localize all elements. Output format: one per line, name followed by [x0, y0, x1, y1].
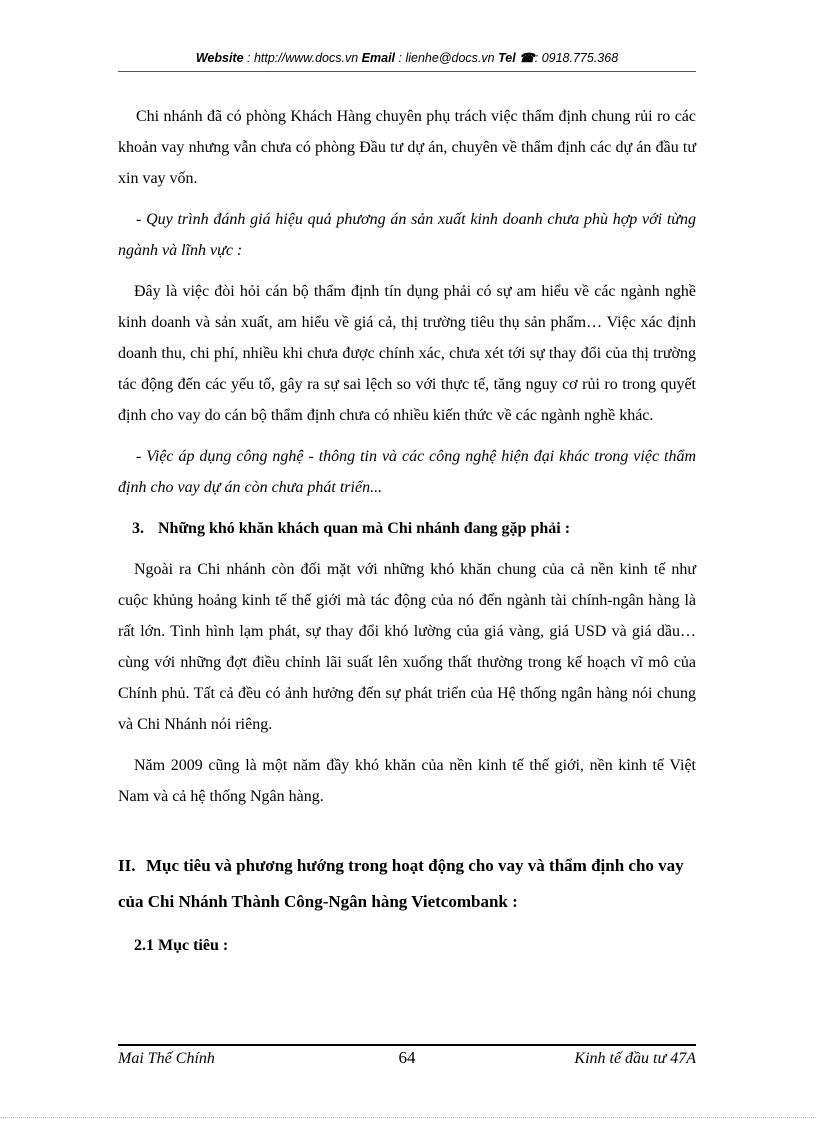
page-header — [118, 50, 696, 65]
footer-rule — [118, 1044, 696, 1046]
heading-objective-difficulties — [118, 513, 696, 544]
website-label: Website — [195, 51, 244, 65]
heading-number: 3. — [132, 520, 144, 537]
page-edge — [0, 1117, 816, 1118]
telephone-icon: ☎ — [519, 51, 535, 65]
website-link[interactable]: : http://www.docs.vn — [247, 51, 359, 65]
italic-point-evaluation: - Quy trình đánh giá hiệu quả phương án sản xuất kinh doanh chưa phù hợp với từng ngành và lĩnh vực : — [118, 211, 696, 259]
section-heading — [118, 848, 696, 920]
section-number: II. — [118, 856, 136, 875]
tel-value: : 0918.775.368 — [534, 51, 619, 65]
email-link[interactable]: : lienhe@docs.vn — [398, 51, 495, 65]
footer-course: Kinh tế đầu tư 47A — [574, 1050, 696, 1067]
subsection-heading: 2.1 Mục tiêu : — [134, 937, 229, 954]
paragraph-economic-crisis: Ngoài ra Chi nhánh còn đối mặt với những khó khăn chung của cả nền kinh tế như cuộc khủng hoảng kinh tế thế giới mà tác động của nó đến ngành tài chính-ngân hàng là rất lớn. Tình hình lạm phát, sự thay đổi khó lường của giá vàng, giá USD và giá dầu…cùng với những đợt điều chỉnh lãi suất lên xuống thất thường trong kế hoạch vĩ mô của Chính phủ. Tất cả đều có ảnh hưởng đến sự phát triển của Hệ thống ngân hàng nói chung và Chi Nhánh nói riêng. — [118, 561, 696, 733]
heading-text: Những khó khăn khách quan mà Chi nhánh đang gặp phải : — [158, 520, 571, 537]
footer-author: Mai Thế Chính — [118, 1050, 215, 1067]
italic-point-technology: - Việc áp dụng công nghệ - thông tin và các công nghệ hiện đại khác trong việc thẩm định cho vay dự án còn chưa phát triển... — [118, 448, 696, 496]
paragraph-year-2009: Năm 2009 cũng là một năm đầy khó khăn của nền kinh tế thế giới, nền kinh tế Việt Nam và cả hệ thống Ngân hàng. — [118, 757, 696, 805]
section-title: Mục tiêu và phương hướng trong hoạt động cho vay và thẩm định cho vay của Chi Nhánh Thành Công-Ngân hàng Vietcombank : — [118, 856, 684, 911]
page-number: 64 — [398, 1048, 416, 1067]
header-rule — [118, 71, 696, 72]
paragraph-department: Chi nhánh đã có phòng Khách Hàng chuyên phụ trách việc thẩm định chung rủi ro các khoản vay nhưng vẫn chưa có phòng Đầu tư dự án, chuyên về thẩm định các dự án đầu tư xin vay vốn. — [118, 108, 696, 187]
email-label: Email — [361, 51, 396, 65]
page-footer — [118, 1050, 696, 1074]
page-content — [118, 101, 696, 961]
tel-label: Tel — [498, 51, 516, 65]
paragraph-appraisal-knowledge: Đây là việc đòi hỏi cán bộ thẩm định tín dụng phải có sự am hiểu về các ngành nghề kinh doanh và sản xuất, am hiểu về giá cả, thị trường tiêu thụ sản phẩm… Việc xác định doanh thu, chi phí, nhiều khi chưa được chính xác, chưa xét tới sự thay đổi của thị trường tác động đến các yếu tố, gây ra sự sai lệch so với thực tế, tăng nguy cơ rủi ro trong quyết định cho vay do cán bộ thẩm định chưa có nhiều kiến thức về các ngành nghề khác. — [118, 283, 696, 424]
